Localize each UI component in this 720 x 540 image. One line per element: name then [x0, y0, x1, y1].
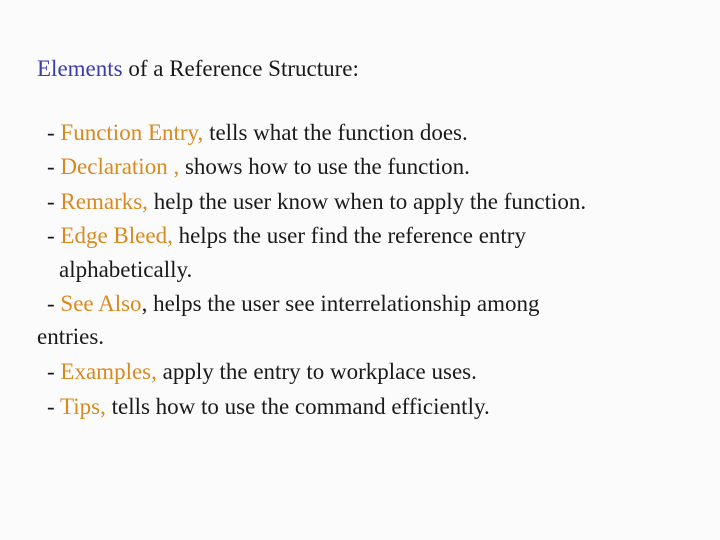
term-function-entry: Function Entry, — [60, 120, 204, 145]
term-edge-bleed: Edge Bleed, — [60, 223, 173, 248]
list-item-see-also: - See Also, helps the user see interrelationship among — [47, 291, 540, 316]
title-highlight: Elements — [37, 56, 123, 81]
list-item-remarks: - Remarks, help the user know when to apply the function. — [47, 189, 587, 214]
title-rest: of a Reference Structure: — [122, 56, 359, 81]
slide-title — [37, 54, 359, 84]
term-remarks: Remarks, — [60, 189, 148, 214]
term-tips: Tips, — [60, 394, 106, 419]
list-item-declaration: - Declaration , shows how to use the function. — [47, 154, 470, 179]
list-item-edge-bleed: - Edge Bleed, helps the user find the reference entry — [47, 223, 526, 248]
term-examples: Examples, — [60, 359, 157, 384]
list-item-examples: - Examples, apply the entry to workplace uses. — [47, 359, 477, 384]
list-item-continuation: alphabetically. — [59, 257, 193, 282]
list-item-tips: - Tips, tells how to use the command efficiently. — [47, 394, 490, 419]
term-see-also: See Also — [60, 291, 142, 316]
term-declaration: Declaration , — [60, 154, 180, 179]
list-item-continuation: entries. — [37, 324, 105, 349]
list-item-function-entry: - Function Entry, tells what the function does. — [47, 120, 468, 145]
